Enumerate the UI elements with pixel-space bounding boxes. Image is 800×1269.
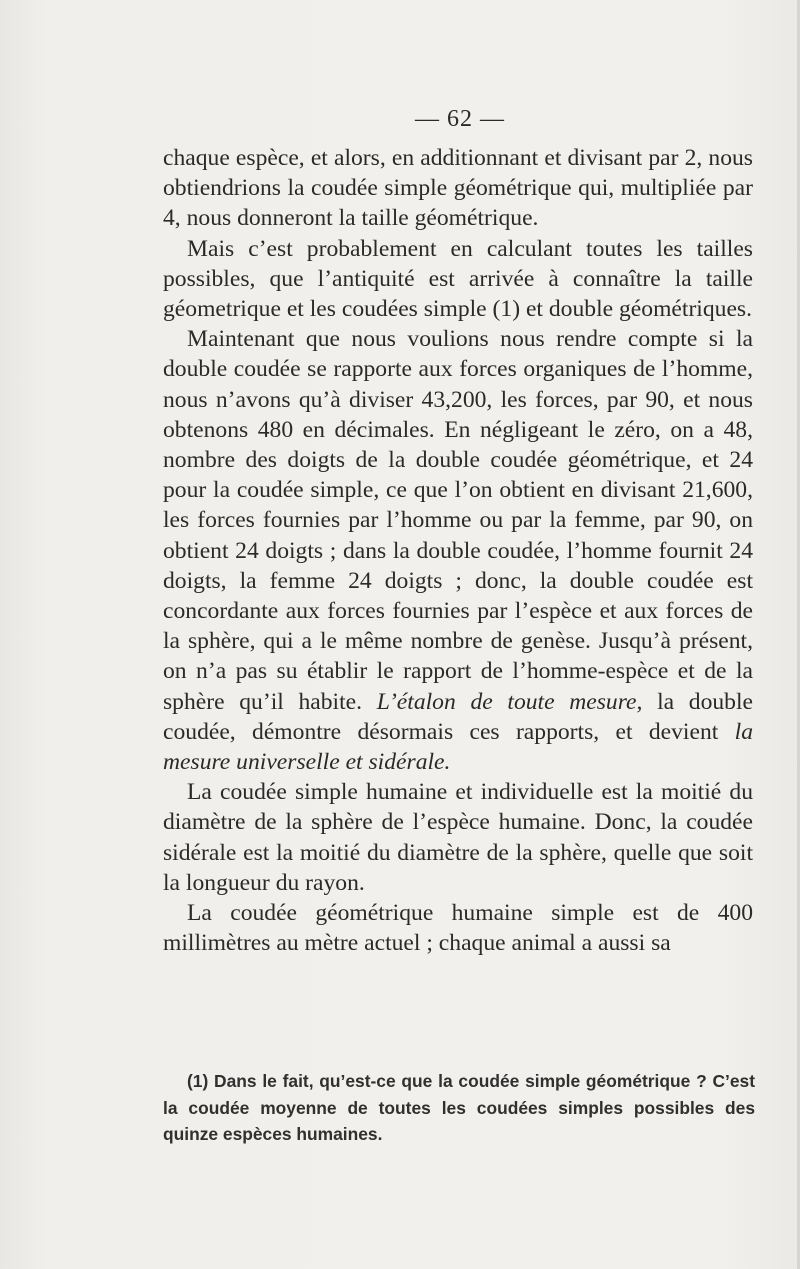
paragraph-3 xyxy=(163,324,753,777)
paragraph-3-text-a: Maintenant que nous voulions nous rendre compte si la double coudée se rapporte aux forces organiques de l’homme, nous n’avons qu’à diviser 43,200, les forces, par 90, et nous obtenons 480 en décimales. En négligeant le zéro, on a 48, nombre des doigts de la double coudée géométrique, et 24 pour la coudée simple, ce que l’on obtient en divisant 21,600, les forces fournies par l’homme ou par la femme, par 90, on obtient 24 doigts ; dans la double coudée, l’homme fournit 24 doigts, la femme 24 doigts ; donc, la double coudée est concordante aux forces fournies par l’espèce et aux forces de la sphère, qui a le même nombre de genèse. Jusqu’à présent, on n’a pas su établir le rapport de l’homme-espèce et de la sphère qu’il habite. xyxy=(163,326,753,715)
italic-phrase-mesure: la mesure universelle et sidérale. xyxy=(163,718,753,776)
footnote-text: (1) Dans le fait, qu’est-ce que la coudée simple géométrique ? C’est la coudée moyenne de toutes les coudées simples possibles des quinze espèces humaines. xyxy=(163,1071,755,1144)
paragraph-1: chaque espèce, et alors, en additionnant et divisant par 2, nous obtiendrions la coudée simple géométrique qui, multipliée par 4, nous donneront la taille géométrique. xyxy=(163,145,753,232)
paragraph-4: La coudée simple humaine et individuelle est la moitié du diamètre de la sphère de l’espèce humaine. Donc, la coudée sidérale est la moitié du diamètre de la sphère, quelle que soit la longueur du rayon. xyxy=(163,779,753,896)
footnote xyxy=(163,1068,755,1148)
paragraph-5: La coudée géométrique humaine simple est de 400 millimètres au mètre actuel ; chaque animal a aussi sa xyxy=(163,900,753,957)
italic-phrase-etalon: L’étalon de toute mesure, xyxy=(376,688,643,715)
paragraph-2: Mais c’est probablement en calculant toutes les tailles possibles, que l’antiquité est arrivée à connaître la taille géometrique et les coudées simple (1) et double géométriques. xyxy=(163,235,753,323)
paragraph-3-text-b: la double coudée, démontre désormais ces rapports, et devient xyxy=(163,688,753,745)
body-text xyxy=(163,143,753,958)
page-number: — 62 — xyxy=(415,106,505,132)
